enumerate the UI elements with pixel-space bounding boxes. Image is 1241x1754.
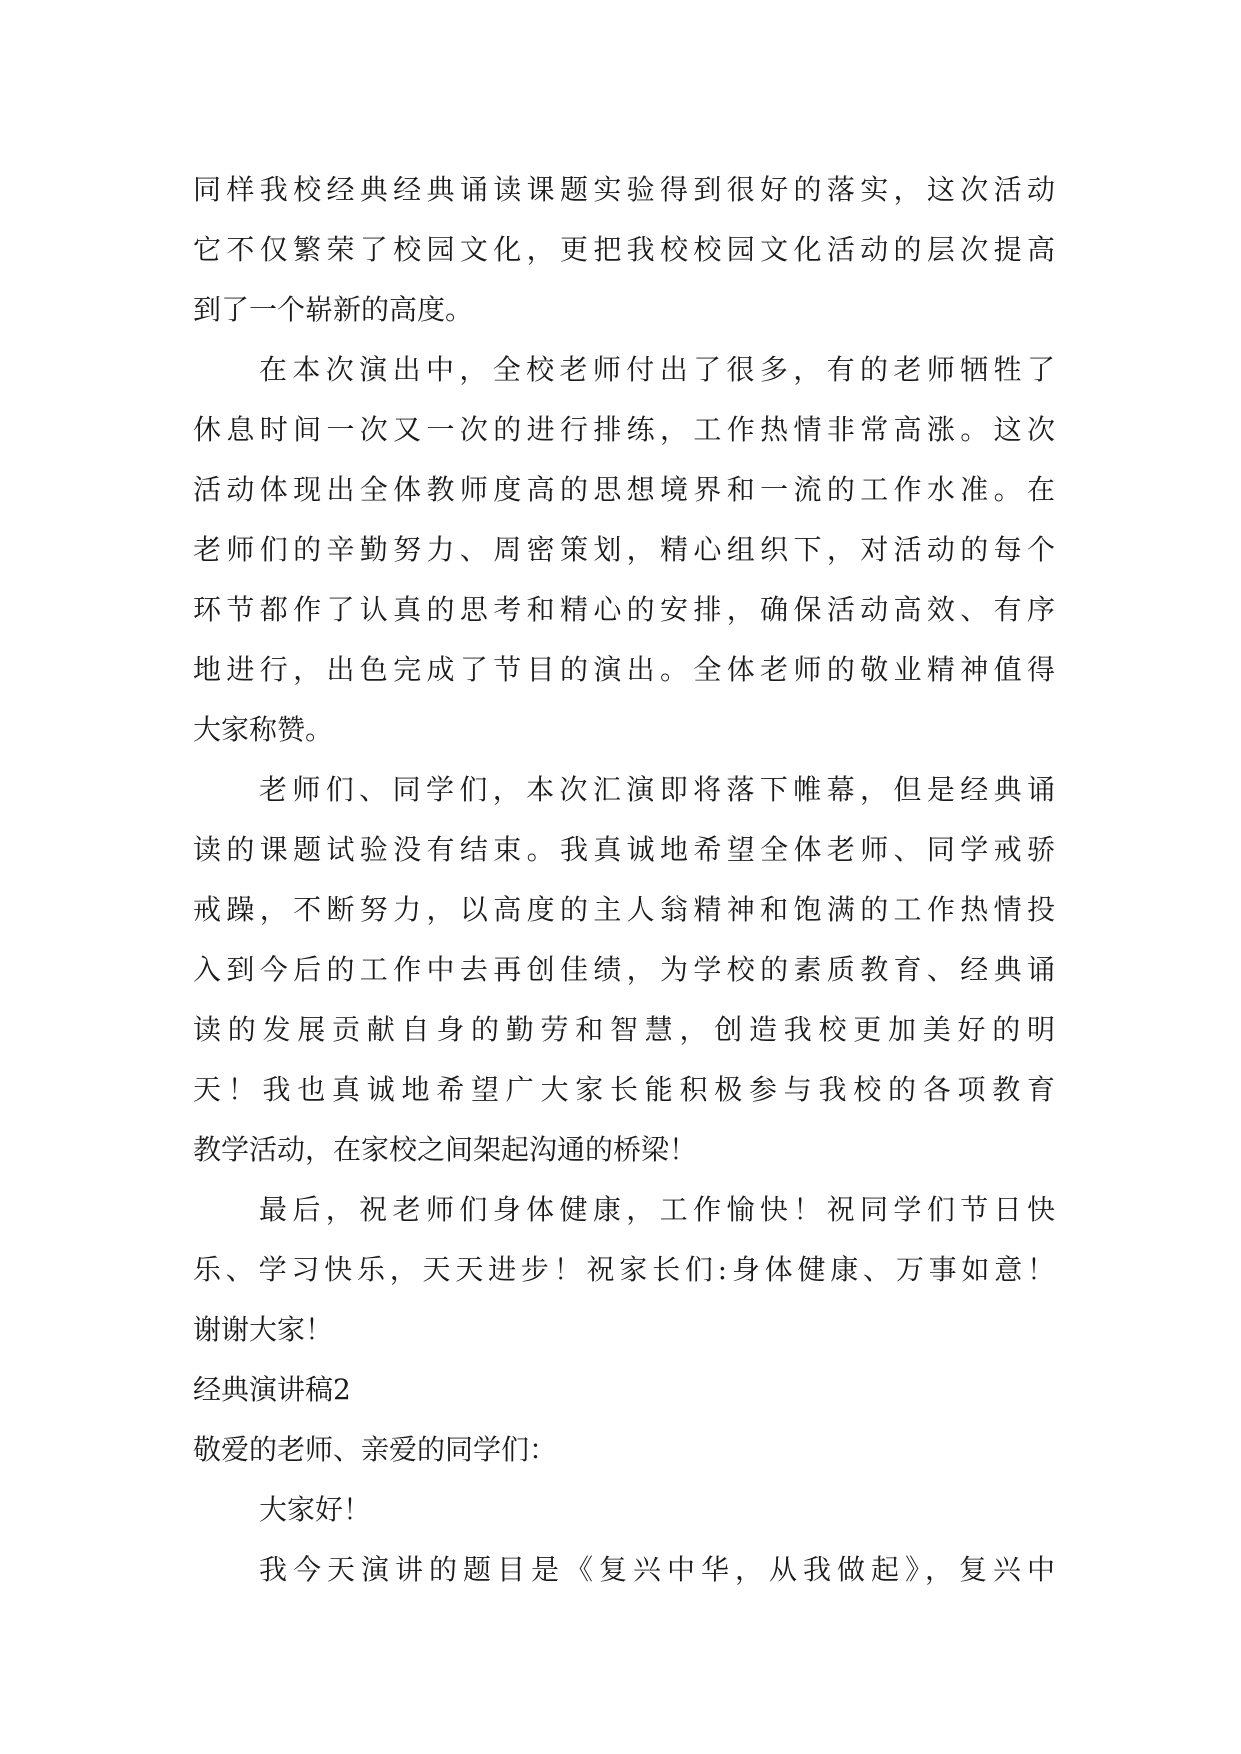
text-line: 老师们的辛勤努力、周密策划，精心组织下，对活动的每个 bbox=[193, 533, 1055, 566]
greeting: 大家好！ bbox=[259, 1493, 372, 1526]
text-line: 天！我也真诚地希望广大家长能积极参与我校的各项教育 bbox=[193, 1073, 1055, 1106]
text-line: 休息时间一次又一次的进行排练，工作热情非常高涨。这次 bbox=[193, 413, 1055, 446]
text-line: 大家称赞。 bbox=[193, 713, 334, 746]
salutation: 敬爱的老师、亲爱的同学们： bbox=[193, 1433, 558, 1466]
text-line: 入到今后的工作中去再创佳绩，为学校的素质教育、经典诵 bbox=[193, 953, 1055, 986]
text-line: 同样我校经典经典诵读课题实验得到很好的落实，这次活动 bbox=[193, 173, 1055, 206]
paragraph-first-line: 老师们、同学们，本次汇演即将落下帷幕，但是经典诵 bbox=[259, 773, 1055, 806]
paragraph-first-line: 我今天演讲的题目是《复兴中华，从我做起》，复兴中 bbox=[259, 1553, 1055, 1586]
text-line: 它不仅繁荣了校园文化，更把我校校园文化活动的层次提高 bbox=[193, 233, 1055, 266]
text-line: 读的发展贡献自身的勤劳和智慧，创造我校更加美好的明 bbox=[193, 1013, 1055, 1046]
section-heading: 经典演讲稿2 bbox=[193, 1373, 351, 1406]
text-line: 环节都作了认真的思考和精心的安排，确保活动高效、有序 bbox=[193, 593, 1055, 626]
text-line: 地进行，出色完成了节目的演出。全体老师的敬业精神值得 bbox=[193, 653, 1055, 686]
text-line: 活动体现出全体教师度高的思想境界和一流的工作水准。在 bbox=[193, 473, 1055, 506]
text-line: 乐、学习快乐，天天进步！祝家长们:身体健康、万事如意！ bbox=[193, 1253, 1055, 1286]
text-line: 教学活动，在家校之间架起沟通的桥梁！ bbox=[193, 1133, 698, 1166]
paragraph-first-line: 在本次演出中，全校老师付出了很多，有的老师牺牲了 bbox=[259, 353, 1055, 386]
document-page bbox=[193, 160, 1055, 1600]
text-line: 读的课题试验没有结束。我真诚地希望全体老师、同学戒骄 bbox=[193, 833, 1055, 866]
paragraph-first-line: 最后，祝老师们身体健康，工作愉快！祝同学们节日快 bbox=[259, 1193, 1055, 1226]
text-line: 到了一个崭新的高度。 bbox=[193, 293, 474, 326]
text-line: 戒躁，不断努力，以高度的主人翁精神和饱满的工作热情投 bbox=[193, 893, 1055, 926]
text-line: 谢谢大家！ bbox=[193, 1313, 334, 1346]
